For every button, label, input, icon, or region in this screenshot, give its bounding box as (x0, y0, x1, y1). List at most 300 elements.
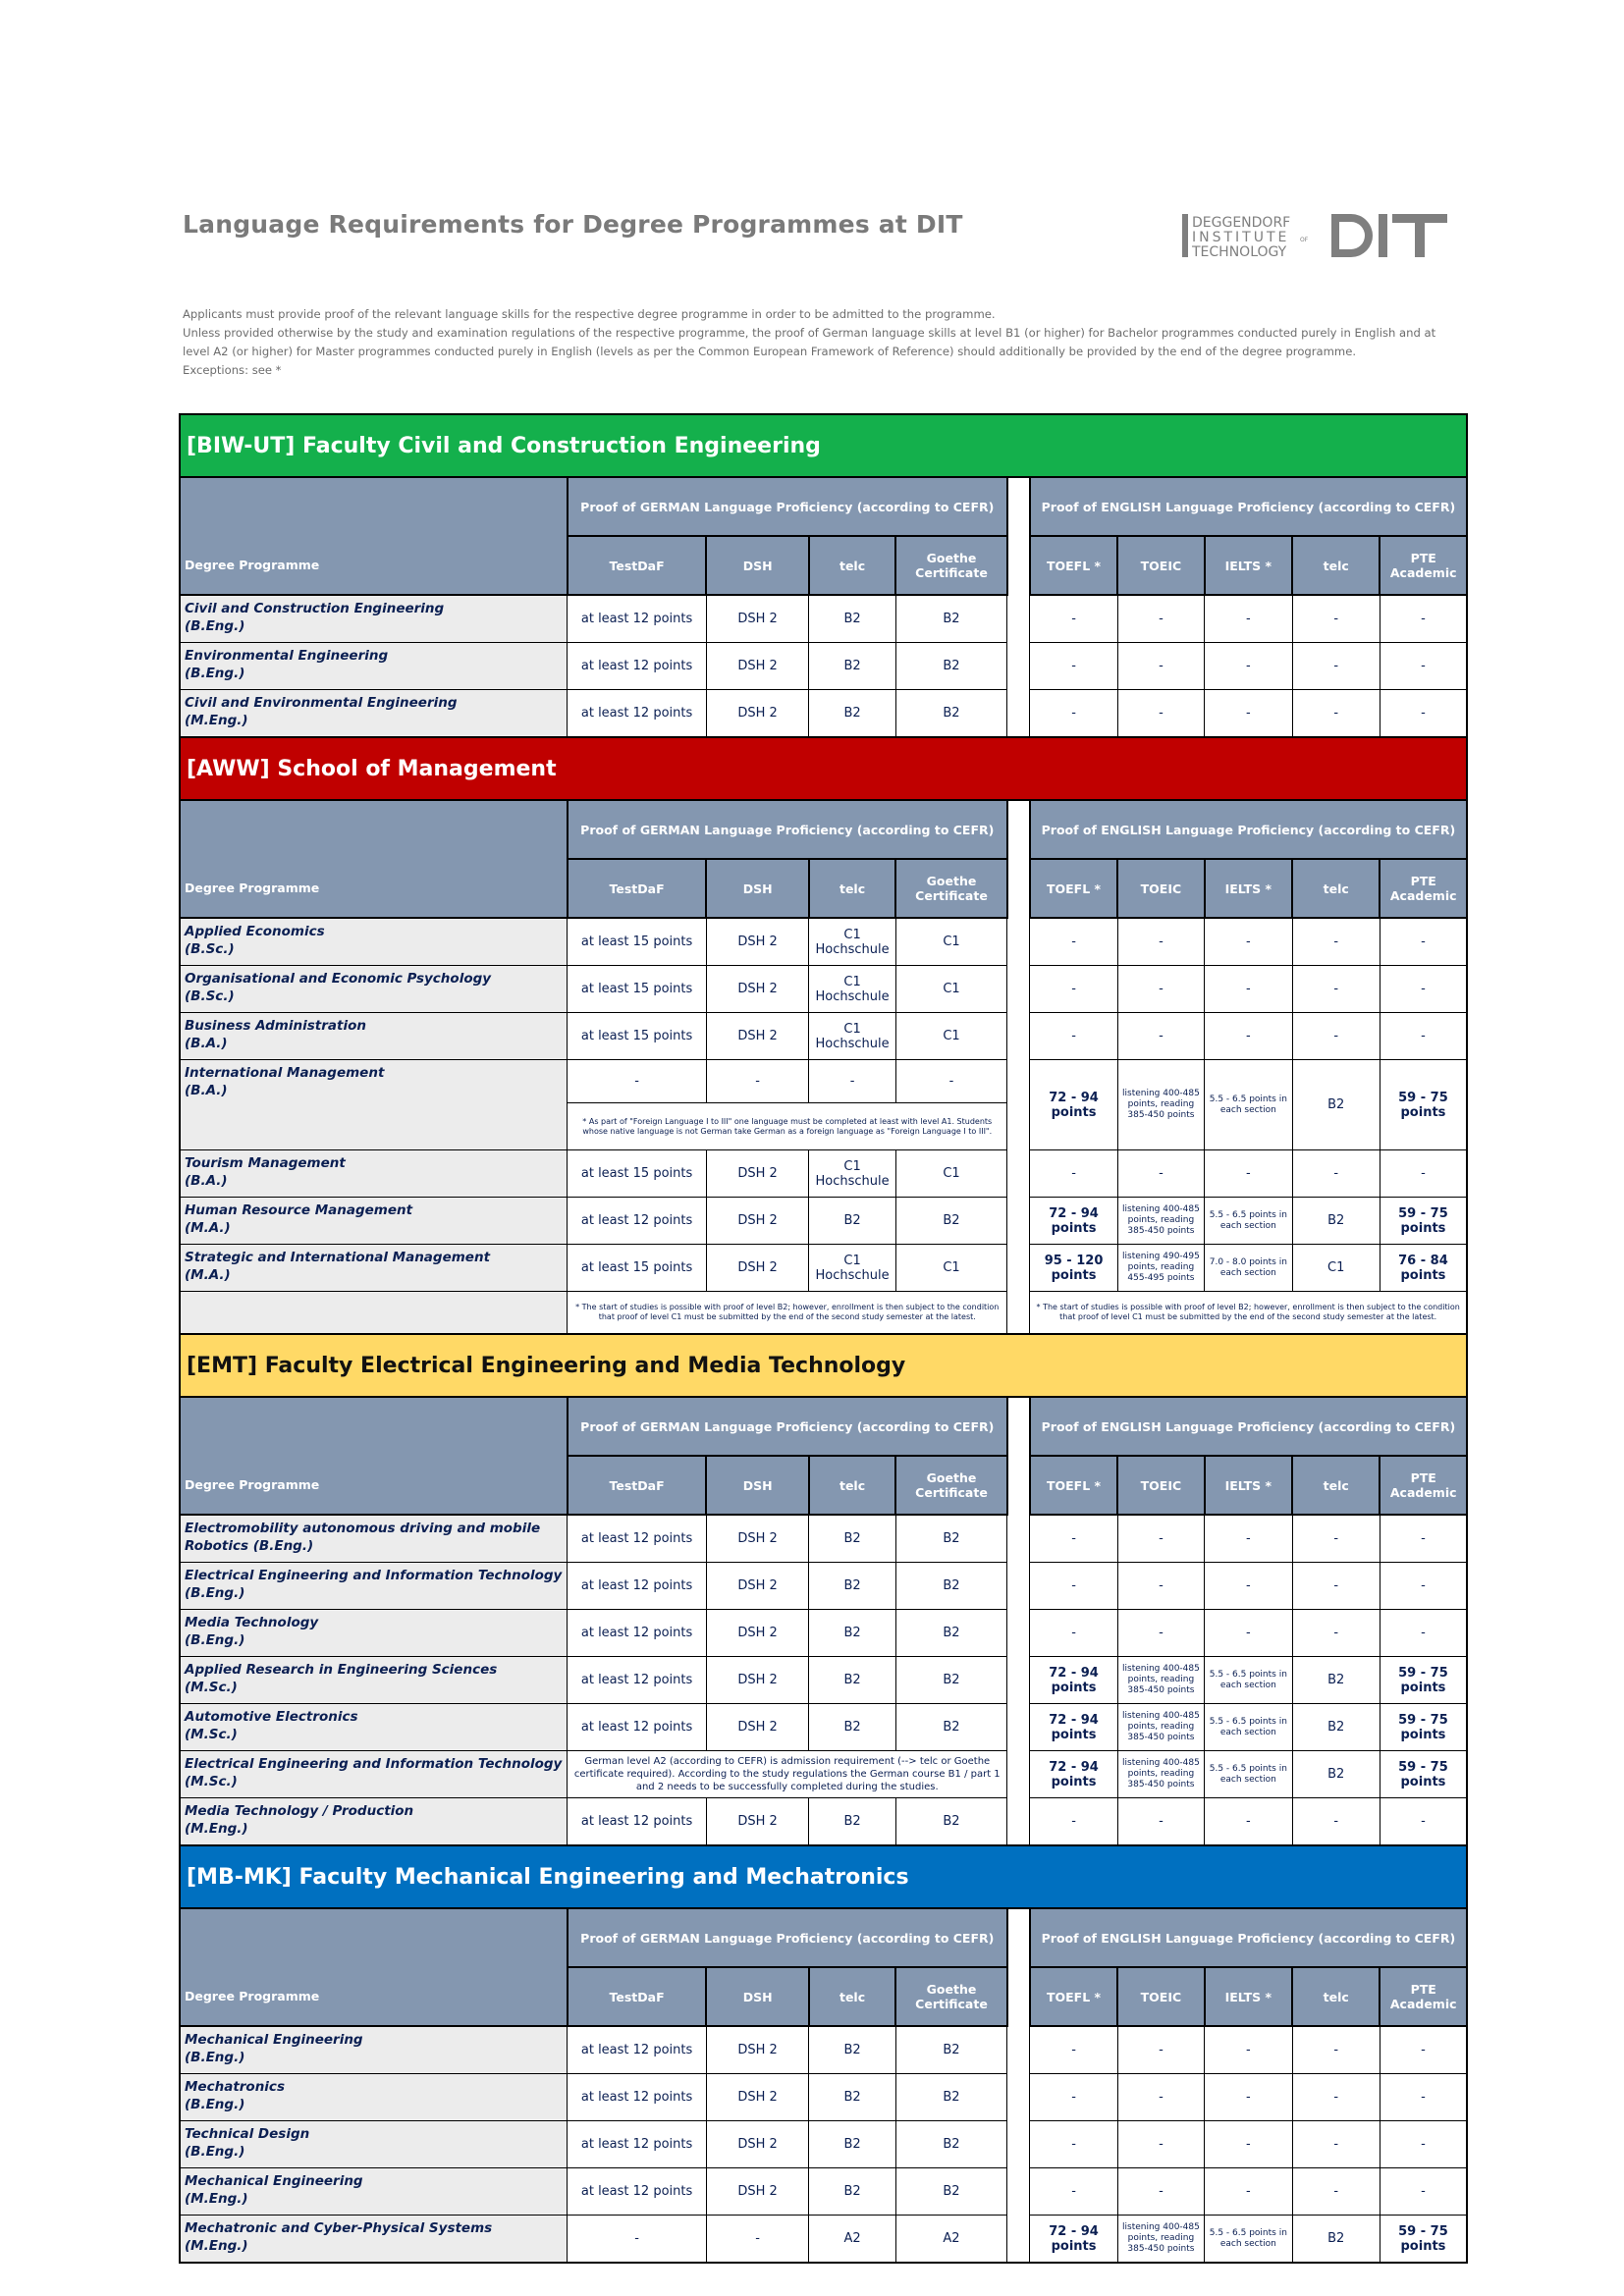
programme-degree: (M.A.) (185, 1220, 231, 1236)
dsh-cell: DSH 2 (706, 1704, 808, 1751)
intro-line: Applicants must provide proof of the relevant language skills for the respective degree programme in order to be admitted to the programme. (183, 307, 996, 321)
programme-name: Media Technology (185, 1615, 319, 1630)
toeic-cell: listening 400-485 points, reading 385-450 points (1117, 1060, 1204, 1150)
english-proof-header: Proof of ENGLISH Language Proficiency (according to CEFR) (1030, 477, 1467, 536)
pte-cell: - (1380, 690, 1467, 738)
faculty-heading: [EMT] Faculty Electrical Engineering and Media Technology (180, 1334, 1467, 1397)
telc-cell: C1 Hochschule (809, 918, 895, 966)
programme-name: Electrical Engineering and Information Technology (185, 1568, 563, 1583)
dsh-cell: - (706, 2216, 808, 2264)
programme-cell (180, 1798, 568, 1846)
telc-en-cell: - (1292, 966, 1380, 1013)
toeic-header: TOEIC (1117, 1456, 1204, 1515)
telc-en-cell: - (1292, 1013, 1380, 1060)
faculty-heading: [MB-MK] Faculty Mechanical Engineering and Mechatronics (180, 1845, 1467, 1908)
pte-cell: - (1380, 1150, 1467, 1198)
testdaf-header: TestDaF (568, 536, 707, 595)
ielts-cell: - (1205, 1563, 1292, 1610)
table-row (180, 1515, 1467, 1563)
programme-cell (180, 966, 568, 1013)
english-proof-header: Proof of ENGLISH Language Proficiency (according to CEFR) (1030, 1397, 1467, 1456)
column-gap (1007, 918, 1030, 966)
ielts-cell: - (1205, 595, 1292, 643)
programme-degree: (B.Eng.) (185, 2144, 245, 2160)
telc-en-header: telc (1292, 859, 1380, 918)
toefl-cell: - (1030, 2026, 1117, 2074)
svg-text:TECHNOLOGY: TECHNOLOGY (1192, 244, 1287, 260)
dsh-cell: DSH 2 (706, 2074, 808, 2121)
testdaf-cell: at least 15 points (568, 918, 707, 966)
testdaf-cell: at least 12 points (568, 1657, 707, 1704)
toefl-cell: 72 - 94 points (1030, 2216, 1117, 2264)
programme-name: Technical Design (185, 2126, 310, 2142)
programme-name: Electromobility autonomous driving and mobile (185, 1521, 541, 1536)
ielts-cell: - (1205, 1515, 1292, 1563)
column-gap (1007, 1610, 1030, 1657)
pte-cell: - (1380, 918, 1467, 966)
programme-cell (180, 690, 568, 738)
telc-en-cell: - (1292, 1798, 1380, 1846)
column-gap (1007, 1198, 1030, 1245)
telc-cell: B2 (809, 1798, 895, 1846)
toefl-cell: - (1030, 690, 1117, 738)
ielts-cell: 5.5 - 6.5 points in each section (1205, 1657, 1292, 1704)
pte-cell: 59 - 75 points (1380, 1198, 1467, 1245)
testdaf-cell: at least 15 points (568, 1150, 707, 1198)
ielts-cell: 5.5 - 6.5 points in each section (1205, 1704, 1292, 1751)
testdaf-cell: at least 12 points (568, 1515, 707, 1563)
ielts-cell: - (1205, 643, 1292, 690)
pte-cell: - (1380, 595, 1467, 643)
dsh-cell: DSH 2 (706, 643, 808, 690)
dsh-cell: DSH 2 (706, 966, 808, 1013)
toeic-cell: - (1117, 1610, 1204, 1657)
programme-cell (180, 1150, 568, 1198)
toefl-cell: 72 - 94 points (1030, 1704, 1117, 1751)
telc-en-cell: - (1292, 2026, 1380, 2074)
dsh-cell: DSH 2 (706, 1245, 808, 1292)
dsh-cell: DSH 2 (706, 1657, 808, 1704)
toeic-cell: - (1117, 1515, 1204, 1563)
goethe-cell: B2 (895, 2026, 1007, 2074)
telc-en-header: telc (1292, 1967, 1380, 2026)
table-row (180, 1245, 1467, 1292)
programme-degree: (B.Eng.) (185, 2097, 245, 2112)
dsh-cell: DSH 2 (706, 1798, 808, 1846)
ielts-header: IELTS * (1205, 1967, 1292, 2026)
toeic-cell: - (1117, 595, 1204, 643)
table-row (180, 1657, 1467, 1704)
column-gap (1007, 1013, 1030, 1060)
programme-cell (180, 1198, 568, 1245)
toefl-header: TOEFL * (1030, 1967, 1117, 2026)
ielts-cell: - (1205, 690, 1292, 738)
pte-cell: 59 - 75 points (1380, 1657, 1467, 1704)
degree-header-cell (180, 477, 568, 536)
pte-cell: - (1380, 2026, 1467, 2074)
german-proof-header: Proof of GERMAN Language Proficiency (according to CEFR) (568, 477, 1007, 536)
table-row (180, 1610, 1467, 1657)
ielts-cell: 5.5 - 6.5 points in each section (1205, 1198, 1292, 1245)
dsh-cell: DSH 2 (706, 690, 808, 738)
toefl-header: TOEFL * (1030, 1456, 1117, 1515)
dsh-cell: - (706, 1060, 808, 1103)
toeic-cell: listening 490-495 points, reading 455-495 points (1117, 1245, 1204, 1292)
pte-cell: - (1380, 966, 1467, 1013)
telc-en-cell: B2 (1292, 1751, 1380, 1798)
toefl-cell: 72 - 94 points (1030, 1060, 1117, 1150)
programme-degree: (B.Eng.) (185, 2050, 245, 2065)
telc-en-cell: - (1292, 1150, 1380, 1198)
programme-cell (180, 2026, 568, 2074)
table-row (180, 1292, 1467, 1335)
toefl-cell: - (1030, 2121, 1117, 2168)
column-gap (1007, 2168, 1030, 2216)
table-row (180, 2168, 1467, 2216)
telc-cell: C1 Hochschule (809, 966, 895, 1013)
footnote-cell: * The start of studies is possible with proof of level B2; however, enrollment is then subject to the condition that proof of level C1 must be submitted by the end of the second study semester at the latest. (568, 1292, 1007, 1335)
toefl-cell: 95 - 120 points (1030, 1245, 1117, 1292)
ielts-cell: 7.0 - 8.0 points in each section (1205, 1245, 1292, 1292)
goethe-cell: B2 (895, 643, 1007, 690)
toefl-cell: - (1030, 2168, 1117, 2216)
toeic-cell: - (1117, 918, 1204, 966)
goethe-cell: B2 (895, 1657, 1007, 1704)
testdaf-cell: - (568, 2216, 707, 2264)
pte-cell: - (1380, 1610, 1467, 1657)
testdaf-cell: at least 12 points (568, 643, 707, 690)
programme-cell (180, 918, 568, 966)
goethe-cell: C1 (895, 918, 1007, 966)
toeic-cell: - (1117, 1563, 1204, 1610)
pte-header: PTE Academic (1380, 536, 1467, 595)
dsh-cell: DSH 2 (706, 2121, 808, 2168)
telc-en-cell: - (1292, 643, 1380, 690)
telc-cell: B2 (809, 1515, 895, 1563)
programme-name: Media Technology / Production (185, 1803, 414, 1819)
column-gap (1007, 859, 1030, 918)
programme-cell (180, 1610, 568, 1657)
column-gap (1007, 1292, 1030, 1335)
pte-header: PTE Academic (1380, 1456, 1467, 1515)
testdaf-cell: - (568, 1060, 707, 1103)
telc-cell: B2 (809, 1563, 895, 1610)
goethe-header: Goethe Certificate (895, 1456, 1007, 1515)
toeic-cell: - (1117, 2121, 1204, 2168)
svg-text:DEGGENDORF: DEGGENDORF (1192, 215, 1291, 231)
toeic-cell: - (1117, 966, 1204, 1013)
ielts-cell: - (1205, 1150, 1292, 1198)
goethe-cell: A2 (895, 2216, 1007, 2264)
goethe-cell: B2 (895, 595, 1007, 643)
degree-programme-header: Degree Programme (180, 536, 568, 595)
column-gap (1007, 1060, 1030, 1150)
dsh-header: DSH (706, 536, 808, 595)
toeic-cell: - (1117, 643, 1204, 690)
goethe-cell: B2 (895, 1704, 1007, 1751)
toefl-cell: - (1030, 1563, 1117, 1610)
goethe-header: Goethe Certificate (895, 859, 1007, 918)
german-proof-header: Proof of GERMAN Language Proficiency (according to CEFR) (568, 800, 1007, 859)
telc-header: telc (809, 859, 895, 918)
svg-text:OF: OF (1300, 237, 1309, 243)
toeic-cell: listening 400-485 points, reading 385-450 points (1117, 2216, 1204, 2264)
faculty-heading: [AWW] School of Management (180, 737, 1467, 800)
dsh-header: DSH (706, 859, 808, 918)
programme-name: Civil and Environmental Engineering (185, 695, 458, 711)
goethe-cell: B2 (895, 690, 1007, 738)
toefl-cell: - (1030, 1515, 1117, 1563)
telc-en-cell: B2 (1292, 1704, 1380, 1751)
telc-en-cell: - (1292, 2074, 1380, 2121)
column-gap (1007, 690, 1030, 738)
toefl-header: TOEFL * (1030, 536, 1117, 595)
telc-cell: B2 (809, 1610, 895, 1657)
telc-en-cell: - (1292, 1610, 1380, 1657)
pte-cell: - (1380, 1798, 1467, 1846)
dsh-cell: DSH 2 (706, 595, 808, 643)
column-gap (1007, 2216, 1030, 2264)
ielts-cell: - (1205, 2121, 1292, 2168)
programme-cell (180, 2216, 568, 2264)
programme-cell (180, 643, 568, 690)
ielts-cell: - (1205, 1798, 1292, 1846)
programme-degree: (B.Eng.) (185, 618, 245, 634)
programme-name: Civil and Construction Engineering (185, 601, 445, 616)
programme-degree: (B.A.) (185, 1083, 228, 1098)
programme-degree: (M.Sc.) (185, 1680, 238, 1695)
programme-degree: (B.A.) (185, 1036, 228, 1051)
column-gap (1007, 1967, 1030, 2026)
column-gap (1007, 1657, 1030, 1704)
programme-cell (180, 1751, 568, 1798)
testdaf-cell: at least 15 points (568, 966, 707, 1013)
telc-cell: B2 (809, 1198, 895, 1245)
column-gap (1007, 966, 1030, 1013)
telc-en-cell: B2 (1292, 1060, 1380, 1150)
programme-name: Automotive Electronics (185, 1709, 358, 1725)
goethe-cell: B2 (895, 2168, 1007, 2216)
requirements-table (179, 413, 1468, 2264)
degree-header-cell (180, 800, 568, 859)
programme-name: Electrical Engineering and Information Technology (185, 1756, 563, 1772)
programme-degree: (M.Sc.) (185, 1727, 238, 1742)
toeic-cell: - (1117, 1150, 1204, 1198)
testdaf-cell: at least 12 points (568, 595, 707, 643)
table-row (180, 1563, 1467, 1610)
programme-degree: (M.Sc.) (185, 1774, 238, 1789)
toeic-cell: listening 400-485 points, reading 385-450 points (1117, 1704, 1204, 1751)
german-proof-header: Proof of GERMAN Language Proficiency (according to CEFR) (568, 1908, 1007, 1967)
testdaf-header: TestDaF (568, 1456, 707, 1515)
programme-degree: (B.Sc.) (185, 988, 235, 1004)
dsh-cell: DSH 2 (706, 1515, 808, 1563)
table-row (180, 2216, 1467, 2264)
table-row (180, 1198, 1467, 1245)
testdaf-cell: at least 15 points (568, 1245, 707, 1292)
pte-header: PTE Academic (1380, 1967, 1467, 2026)
testdaf-cell: at least 12 points (568, 1704, 707, 1751)
toeic-header: TOEIC (1117, 536, 1204, 595)
telc-en-cell: - (1292, 918, 1380, 966)
dsh-header: DSH (706, 1967, 808, 2026)
column-gap (1007, 2121, 1030, 2168)
programme-degree: (B.Eng.) (185, 666, 245, 681)
programme-name: Mechanical Engineering (185, 2173, 363, 2189)
toefl-cell: - (1030, 643, 1117, 690)
table-row (180, 1751, 1467, 1798)
telc-en-cell: B2 (1292, 1657, 1380, 1704)
programme-cell (180, 1704, 568, 1751)
intro-line: Exceptions: see * (183, 363, 282, 377)
telc-en-cell: - (1292, 1563, 1380, 1610)
telc-cell: B2 (809, 690, 895, 738)
toeic-cell: listening 400-485 points, reading 385-450 points (1117, 1657, 1204, 1704)
toeic-header: TOEIC (1117, 859, 1204, 918)
telc-en-cell: - (1292, 2168, 1380, 2216)
ielts-cell: - (1205, 2074, 1292, 2121)
toefl-cell: - (1030, 595, 1117, 643)
pte-cell: 59 - 75 points (1380, 1060, 1467, 1150)
table-row (180, 1704, 1467, 1751)
goethe-cell: B2 (895, 2121, 1007, 2168)
footnote-cell: * The start of studies is possible with proof of level B2; however, enrollment is then subject to the condition that proof of level C1 must be submitted by the end of the second study semester at the latest. (1030, 1292, 1467, 1335)
dsh-cell: DSH 2 (706, 1610, 808, 1657)
page-title: Language Requirements for Degree Programmes at DIT (183, 210, 963, 239)
telc-en-cell: - (1292, 595, 1380, 643)
svg-text:INSTITUTE: INSTITUTE (1192, 230, 1290, 245)
programme-cell (180, 2121, 568, 2168)
faculty-heading: [BIW-UT] Faculty Civil and Construction Engineering (180, 414, 1467, 477)
toeic-cell: - (1117, 690, 1204, 738)
column-gap (1007, 477, 1030, 536)
programme-degree: (M.A.) (185, 1267, 231, 1283)
dit-logo (1182, 208, 1447, 263)
ielts-header: IELTS * (1205, 1456, 1292, 1515)
programme-cell (180, 2074, 568, 2121)
ielts-cell: 5.5 - 6.5 points in each section (1205, 1751, 1292, 1798)
telc-cell: B2 (809, 595, 895, 643)
telc-cell: C1 Hochschule (809, 1245, 895, 1292)
dsh-header: DSH (706, 1456, 808, 1515)
pte-cell: - (1380, 1515, 1467, 1563)
pte-cell: - (1380, 1563, 1467, 1610)
programme-degree: (B.A.) (185, 1173, 228, 1189)
column-gap (1007, 1150, 1030, 1198)
column-gap (1007, 643, 1030, 690)
programme-cell (180, 1013, 568, 1060)
testdaf-cell: at least 12 points (568, 1798, 707, 1846)
table-row (180, 1798, 1467, 1846)
toefl-cell: - (1030, 1610, 1117, 1657)
degree-header-cell (180, 1397, 568, 1456)
toeic-cell: - (1117, 1013, 1204, 1060)
toefl-cell: - (1030, 1798, 1117, 1846)
ielts-cell: - (1205, 918, 1292, 966)
telc-cell: B2 (809, 1657, 895, 1704)
ielts-cell: - (1205, 1610, 1292, 1657)
pte-header: PTE Academic (1380, 859, 1467, 918)
telc-en-header: telc (1292, 536, 1380, 595)
programme-name: Environmental Engineering (185, 648, 389, 664)
telc-header: telc (809, 1967, 895, 2026)
table-row (180, 595, 1467, 643)
column-gap (1007, 1704, 1030, 1751)
testdaf-cell: at least 12 points (568, 2074, 707, 2121)
ielts-header: IELTS * (1205, 859, 1292, 918)
table-row (180, 918, 1467, 966)
pte-cell: - (1380, 2168, 1467, 2216)
goethe-cell: B2 (895, 2074, 1007, 2121)
programme-cell (180, 1060, 568, 1150)
telc-cell: C1 Hochschule (809, 1150, 895, 1198)
toefl-cell: - (1030, 1013, 1117, 1060)
toeic-cell: listening 400-485 points, reading 385-450 points (1117, 1198, 1204, 1245)
testdaf-cell: at least 12 points (568, 1563, 707, 1610)
programme-degree: (B.Eng.) (185, 1585, 245, 1601)
programme-name: Mechatronic and Cyber-Physical Systems (185, 2220, 493, 2236)
degree-programme-header: Degree Programme (180, 859, 568, 918)
telc-en-header: telc (1292, 1456, 1380, 1515)
dsh-cell: DSH 2 (706, 1563, 808, 1610)
intro-text (183, 305, 1459, 380)
programme-degree: Robotics (B.Eng.) (185, 1538, 314, 1554)
telc-en-cell: B2 (1292, 1198, 1380, 1245)
toefl-cell: 72 - 94 points (1030, 1751, 1117, 1798)
dsh-cell: DSH 2 (706, 1198, 808, 1245)
column-gap (1007, 1751, 1030, 1798)
dsh-cell: DSH 2 (706, 1150, 808, 1198)
goethe-cell: C1 (895, 1013, 1007, 1060)
goethe-cell: B2 (895, 1610, 1007, 1657)
pte-cell: 76 - 84 points (1380, 1245, 1467, 1292)
table-row (180, 1150, 1467, 1198)
table-row (180, 643, 1467, 690)
programme-cell (180, 595, 568, 643)
column-gap (1007, 800, 1030, 859)
goethe-header: Goethe Certificate (895, 536, 1007, 595)
toefl-cell: - (1030, 918, 1117, 966)
ielts-cell: 5.5 - 6.5 points in each section (1205, 1060, 1292, 1150)
programme-cell (180, 1515, 568, 1563)
goethe-cell: B2 (895, 1563, 1007, 1610)
toeic-cell: - (1117, 2074, 1204, 2121)
telc-en-cell: C1 (1292, 1245, 1380, 1292)
column-gap (1007, 536, 1030, 595)
programme-name: Human Resource Management (185, 1202, 413, 1218)
table-row (180, 2121, 1467, 2168)
table-row (180, 1013, 1467, 1060)
telc-cell: B2 (809, 2168, 895, 2216)
dsh-cell: DSH 2 (706, 1013, 808, 1060)
testdaf-header: TestDaF (568, 859, 707, 918)
telc-header: telc (809, 536, 895, 595)
programme-name: Mechatronics (185, 2079, 285, 2095)
column-gap (1007, 1456, 1030, 1515)
ielts-cell: - (1205, 2168, 1292, 2216)
programme-degree: (B.Sc.) (185, 941, 235, 957)
goethe-cell: C1 (895, 1150, 1007, 1198)
testdaf-cell: at least 12 points (568, 2121, 707, 2168)
toefl-cell: 72 - 94 points (1030, 1198, 1117, 1245)
telc-cell: B2 (809, 1704, 895, 1751)
toefl-cell: - (1030, 1150, 1117, 1198)
toeic-cell: - (1117, 1798, 1204, 1846)
footnote-cell: * As part of "Foreign Language I to III" one language must be completed at least with level A1. Students whose native language is not German take German as a foreign language as "Foreign Language I to III". (568, 1103, 1007, 1150)
ielts-cell: - (1205, 2026, 1292, 2074)
programme-cell (180, 2168, 568, 2216)
toefl-cell: - (1030, 966, 1117, 1013)
